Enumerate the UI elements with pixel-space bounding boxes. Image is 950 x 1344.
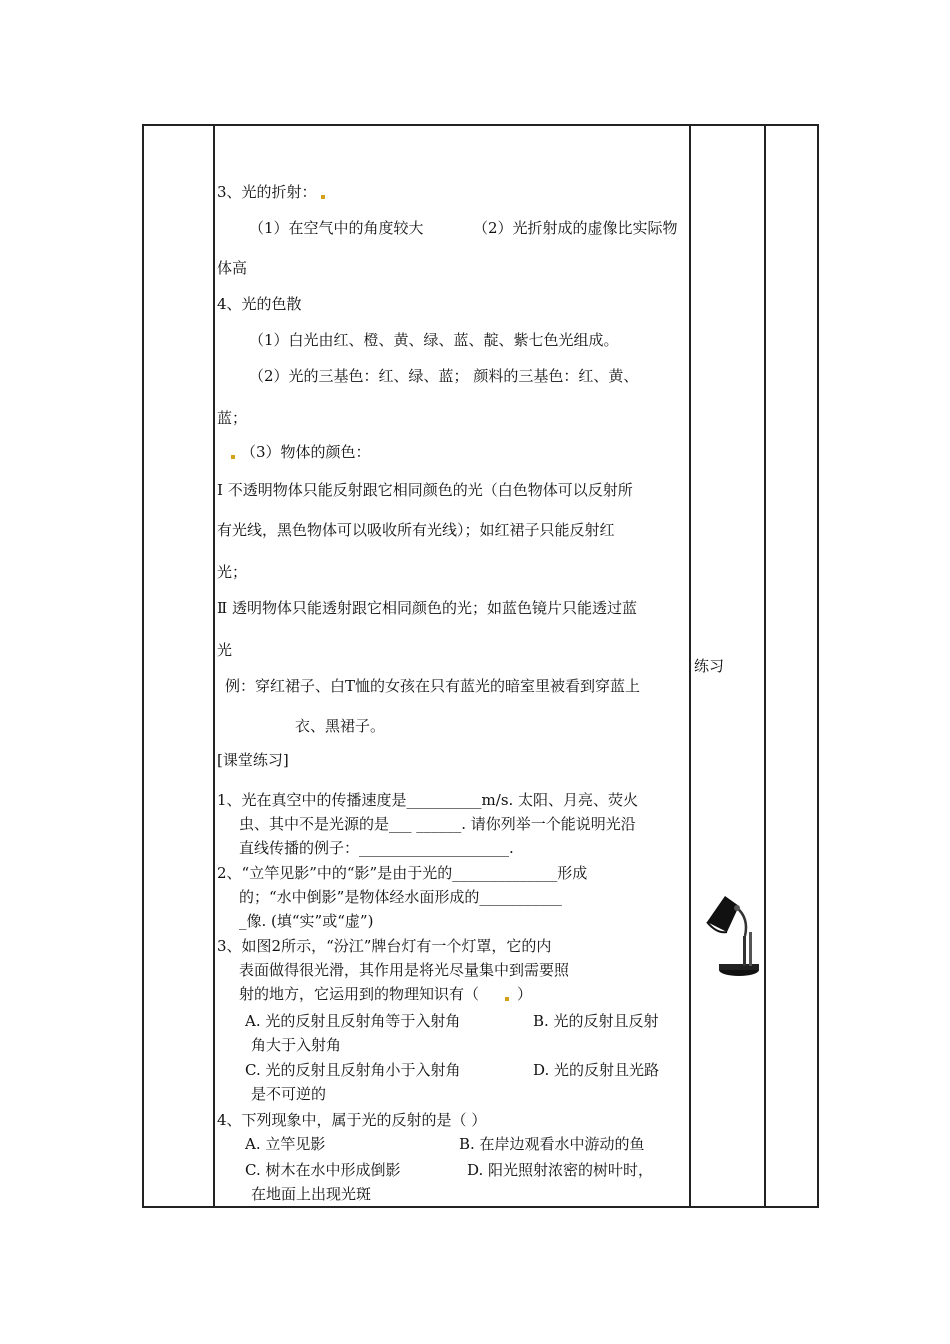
section-4-title: 4、光的色散 [217, 295, 302, 313]
q3-line-3: 射的地方，它运用到的物理知识有（ ） [239, 985, 533, 1003]
s4-item-1: （1）白光由红、橙、黄、绿、蓝、靛、紫七色光组成。 [249, 331, 619, 349]
s4-i-line-2: 有光线，黑色物体可以吸收所有光线）；如红裙子只能反射红 [217, 521, 615, 539]
q3-option-d: D. 光的反射且光路 [533, 1061, 660, 1079]
column-divider-3 [764, 126, 766, 1206]
section-3-title: 3、光的折射： [217, 182, 325, 202]
q3-option-c: C. 光的反射且反射角小于入射角 [245, 1061, 461, 1079]
q3-line-2: 表面做得很光滑，其作用是将光尽量集中到需要照 [239, 961, 570, 979]
desk-lamp-icon [705, 888, 767, 980]
example-line-2: 衣、黑裙子。 [295, 717, 386, 735]
q4-option-d: D. 阳光照射浓密的树叶时， [467, 1161, 654, 1179]
s4-item-3: （3）物体的颜色： [231, 442, 371, 462]
s3-item-1: （1）在空气中的角度较大 [249, 219, 424, 237]
s4-item-2-cont: 蓝； [217, 409, 248, 427]
q4-option-d-cont: 在地面上出现光斑 [251, 1185, 372, 1203]
q2-line-3: _像. (填“实”或“虚”) [239, 912, 374, 930]
q4-option-a: A. 立竿见影 [245, 1135, 326, 1153]
mark-dot [505, 997, 509, 1001]
s3-item-2-cont: 体高 [217, 259, 248, 277]
q3-line-1: 3、如图2所示，“汾江”牌台灯有一个灯罩，它的内 [217, 937, 552, 955]
mark-dot [231, 455, 235, 459]
example-line-1: 例：穿红裙子、白T恤的女孩在只有蓝光的暗室里被看到穿蓝上 [225, 677, 641, 695]
q3-option-d-cont: 是不可逆的 [251, 1085, 327, 1103]
q2-line-1: 2、“立竿见影”中的“影”是由于光的______________形成 [217, 864, 588, 882]
lesson-content-cell [217, 126, 691, 1206]
s4-ii-line-1: Ⅱ 透明物体只能透射跟它相同颜色的光；如蓝色镜片只能透过蓝 [217, 599, 637, 617]
q4-line-1: 4、下列现象中，属于光的反射的是（ ） [217, 1111, 487, 1129]
q3-option-b: B. 光的反射且反射 [533, 1012, 659, 1030]
q2-line-2: 的；“水中倒影”是物体经水面形成的___________ [239, 888, 562, 906]
q1-line-2: 虫、其中不是光源的是___ ______. 请你列举一个能说明光沿 [239, 815, 636, 833]
column-divider-1 [213, 126, 215, 1206]
q1-line-3: 直线传播的例子：____________________. [239, 839, 514, 857]
mark-dot [321, 195, 325, 199]
q3-option-b-cont: 角大于入射角 [251, 1036, 342, 1054]
s4-item-2: （2）光的三基色：红、绿、蓝； 颜料的三基色：红、黄、 [249, 367, 639, 385]
s4-ii-line-2: 光 [217, 641, 233, 659]
q4-option-c: C. 树木在水中形成倒影 [245, 1161, 401, 1179]
s4-i-line-1: Ⅰ 不透明物体只能反射跟它相同颜色的光（白色物体可以反射所 [217, 481, 633, 499]
s4-i-line-3: 光； [217, 563, 248, 581]
q3-option-a: A. 光的反射且反射角等于入射角 [245, 1012, 461, 1030]
side-label: 练习 [694, 657, 725, 675]
q1-line-1: 1、光在真空中的传播速度是__________m/s. 太阳、月亮、荧火 [217, 791, 639, 809]
q4-option-b: B. 在岸边观看水中游动的鱼 [459, 1135, 645, 1153]
s3-item-2: （2）光折射成的虚像比实际物 [473, 219, 678, 237]
practice-heading: [课堂练习] [217, 751, 289, 769]
lesson-table [142, 124, 819, 1208]
